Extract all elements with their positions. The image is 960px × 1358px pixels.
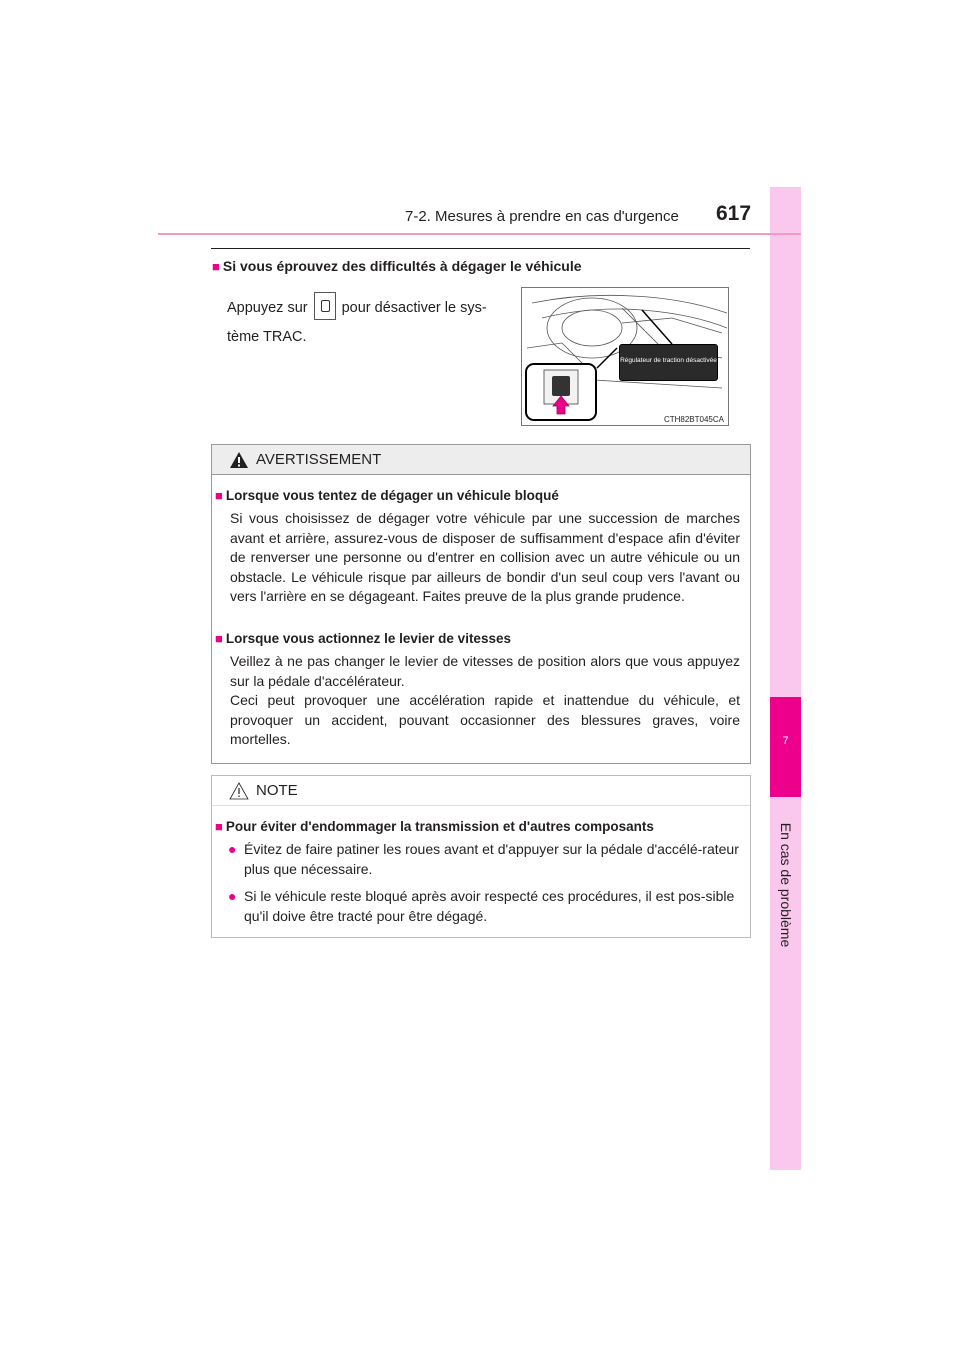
chapter-number-tab [770, 697, 801, 797]
callout-label: Régulateur de traction désactivée [620, 357, 717, 364]
note-bullet-1 [228, 840, 744, 879]
warning-triangle-icon [229, 451, 249, 469]
note-bullet-2-text: Si le véhicule reste bloqué après avoir respecté ces procédures, il est pos-sible qu'il doive être tracté pour être dégagé. [244, 888, 735, 924]
instruction-part2: pour désactiver le sys- [341, 300, 487, 316]
note-box [211, 775, 751, 938]
warning-box [211, 444, 751, 764]
trac-off-button-icon [314, 292, 336, 320]
chapter-side-tab [770, 187, 801, 1170]
square-bullet-icon: ■ [212, 259, 220, 274]
note-subheading-text: Pour éviter d'endommager la transmission et d'autres composants [225, 819, 654, 834]
note-bullet-2 [228, 887, 744, 926]
section-heading [212, 258, 582, 274]
warning-subheading-2-text: Lorsque vous actionnez le levier de vitesses [225, 631, 511, 646]
warning-paragraph-1: Si vous choisissez de dégager votre véhicule par une succession de marches avant et arrière, assurez-vous de disposer de suffisamment d'espace afin d'éviter de renverser une personne ou d'entrer en collision avec un autre véhicule ou un obstacle. Le véhicule risque par ailleurs de bondir d'un seul coup vers l'avant ou vers l'arrière en se dégageant. Faites preuve de la plus grande prudence. [230, 510, 740, 604]
figure-code: CTH82BT045CA [663, 415, 724, 424]
note-subheading [215, 819, 654, 834]
instruction-part1: Appuyez sur [227, 300, 308, 316]
chapter-title: En cas de problème [778, 822, 794, 948]
square-bullet-icon: ■ [215, 631, 223, 646]
warning-header [212, 445, 750, 475]
trac-off-indicator-callout [619, 344, 718, 381]
bullet-dot-icon: ● [228, 888, 237, 904]
warning-subheading-1 [215, 488, 559, 503]
instruction-line-1 [227, 293, 487, 323]
warning-paragraph-3: Ceci peut provoquer une accélération rapide et inattendue du véhicule, et provoquer un accident, pouvant occasionner des blessures graves, voire mortelles. [230, 692, 740, 747]
warning-title: AVERTISSEMENT [256, 451, 382, 468]
square-bullet-icon: ■ [215, 819, 223, 834]
square-bullet-icon: ■ [215, 488, 223, 503]
warning-paragraph-2: Veillez à ne pas changer le levier de vitesses de position alors que vous appuyez sur la pédale d'accélérateur. [230, 653, 740, 689]
content-top-rule [211, 248, 750, 249]
note-header [212, 776, 750, 806]
warning-subheading-1-text: Lorsque vous tentez de dégager un véhicule bloqué [225, 488, 559, 503]
dashboard-illustration [521, 287, 729, 426]
chapter-number: 7 [782, 735, 789, 747]
note-bullet-1-text: Évitez de faire patiner les roues avant et d'appuyer sur la pédale d'accélé-rateur plus que nécessaire. [244, 841, 739, 877]
section-heading-text: Si vous éprouvez des difficultés à dégager le véhicule [222, 258, 582, 274]
bullet-dot-icon: ● [228, 841, 237, 857]
header-divider [158, 233, 801, 235]
warning-subheading-2 [215, 631, 511, 646]
instruction-line-2: tème TRAC. [227, 329, 307, 345]
section-title: 7-2. Mesures à prendre en cas d'urgence [405, 208, 679, 225]
page-number: 617 [716, 202, 752, 225]
note-title: NOTE [256, 782, 298, 799]
caution-triangle-icon [229, 782, 249, 800]
